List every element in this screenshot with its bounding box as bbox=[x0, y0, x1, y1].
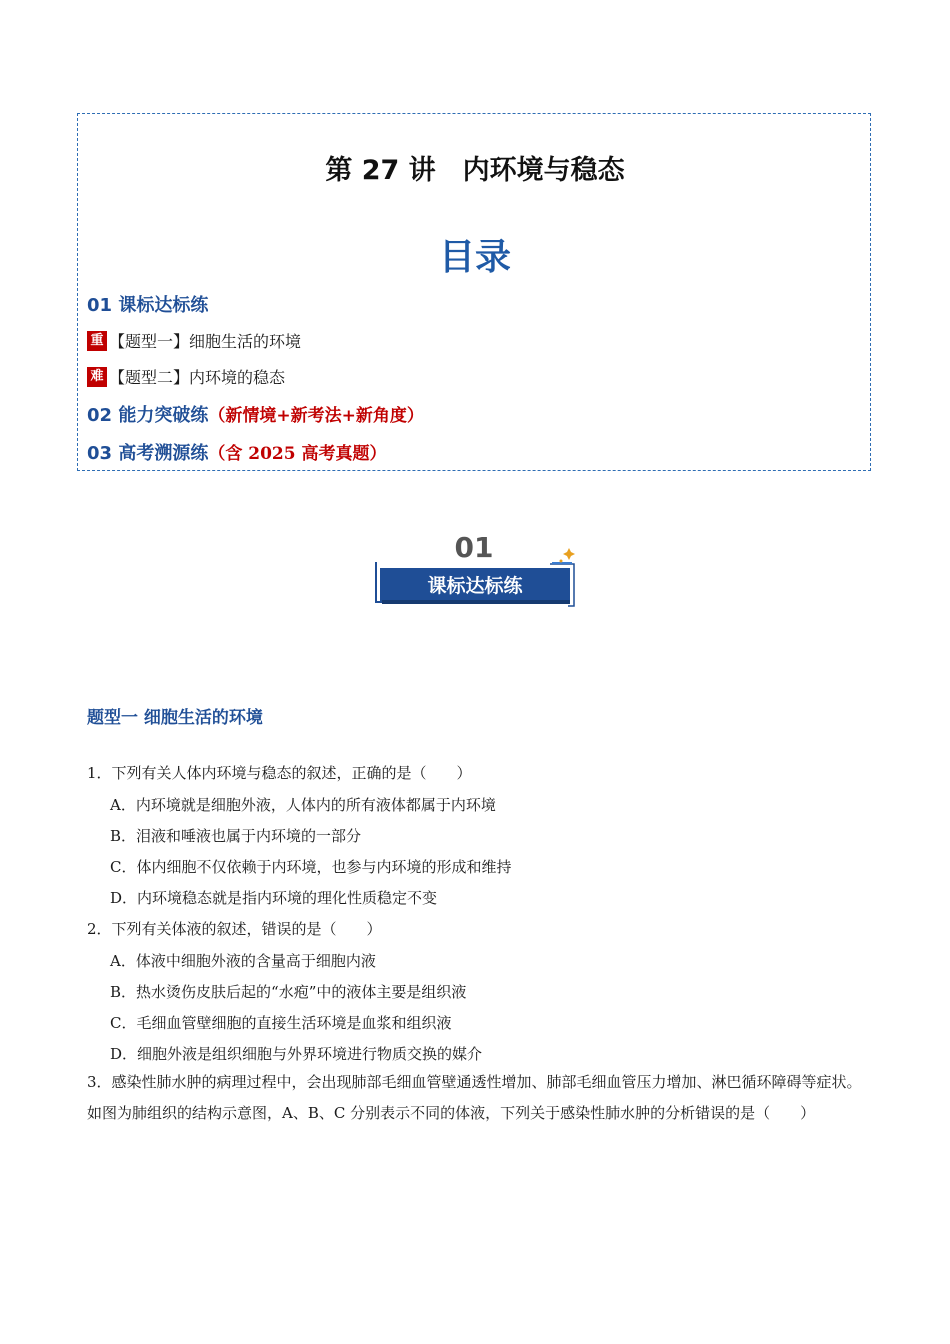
question-2-option-c[interactable]: C．毛细血管壁细胞的直接生活环境是血浆和组织液 bbox=[110, 1014, 452, 1032]
toc-item-01[interactable]: 01 课标达标练 bbox=[87, 295, 209, 316]
toc-item-03-label: 03 高考溯源练 bbox=[87, 443, 209, 464]
question-1-option-b[interactable]: B．泪液和唾液也属于内环境的一部分 bbox=[110, 827, 362, 845]
toc-subitem-2-label: 【题型二】内环境的稳态 bbox=[109, 368, 286, 387]
question-2-option-b[interactable]: B．热水烫伤皮肤后起的“水疱”中的液体主要是组织液 bbox=[110, 983, 467, 1001]
section-banner bbox=[372, 530, 582, 610]
toc-item-03[interactable] bbox=[87, 439, 386, 465]
important-tag: 重 bbox=[87, 331, 107, 351]
question-1-option-c[interactable]: C．体内细胞不仅依赖于内环境，也参与内环境的形成和维持 bbox=[110, 858, 512, 876]
toc-item-03-note: （含 2025 高考真题） bbox=[208, 444, 387, 464]
difficult-tag: 难 bbox=[87, 367, 107, 387]
banner-label: 课标达标练 bbox=[427, 575, 523, 597]
toc-item-02-note: （新情境+新考法+新角度） bbox=[208, 406, 424, 426]
question-3-stem: 3．感染性肺水肿的病理过程中，会出现肺部毛细血管壁通透性增加、肺部毛细血管压力增加、淋巴循环障碍等症状。如图为肺组织的结构示意图，A、B、C 分别表示不同的体液，下列关于感染性肺水肿的分析错误的是（ ） bbox=[87, 1073, 862, 1122]
page-title: 第 27 讲 内环境与稳态 bbox=[325, 155, 625, 186]
toc-heading: 目录 bbox=[438, 237, 511, 278]
toc-subitem-1[interactable] bbox=[87, 329, 301, 352]
question-2-option-a[interactable]: A．体液中细胞外液的含量高于细胞内液 bbox=[110, 952, 376, 970]
question-1-option-d[interactable]: D．内环境稳态就是指内环境的理化性质稳定不变 bbox=[110, 889, 438, 907]
question-2-option-d[interactable]: D．细胞外液是组织细胞与外界环境进行物质交换的媒介 bbox=[110, 1045, 483, 1063]
sparkle-icon bbox=[563, 548, 575, 560]
toc-item-02-label: 02 能力突破练 bbox=[87, 405, 209, 426]
question-1-stem: 1．下列有关人体内环境与稳态的叙述，正确的是（ ） bbox=[87, 764, 472, 782]
toc-item-02[interactable] bbox=[87, 401, 424, 427]
banner-shadow bbox=[382, 600, 570, 604]
banner-number: 01 bbox=[454, 531, 494, 564]
toc-subitem-2[interactable] bbox=[87, 365, 285, 388]
question-1-option-a[interactable]: A．内环境就是细胞外液，人体内的所有液体都属于内环境 bbox=[110, 796, 496, 814]
toc-subitem-1-label: 【题型一】细胞生活的环境 bbox=[109, 332, 302, 351]
question-2-stem: 2．下列有关体液的叙述，错误的是（ ） bbox=[87, 920, 382, 938]
sparkle-dot-icon bbox=[560, 560, 563, 563]
section-heading: 题型一 细胞生活的环境 bbox=[87, 708, 263, 728]
